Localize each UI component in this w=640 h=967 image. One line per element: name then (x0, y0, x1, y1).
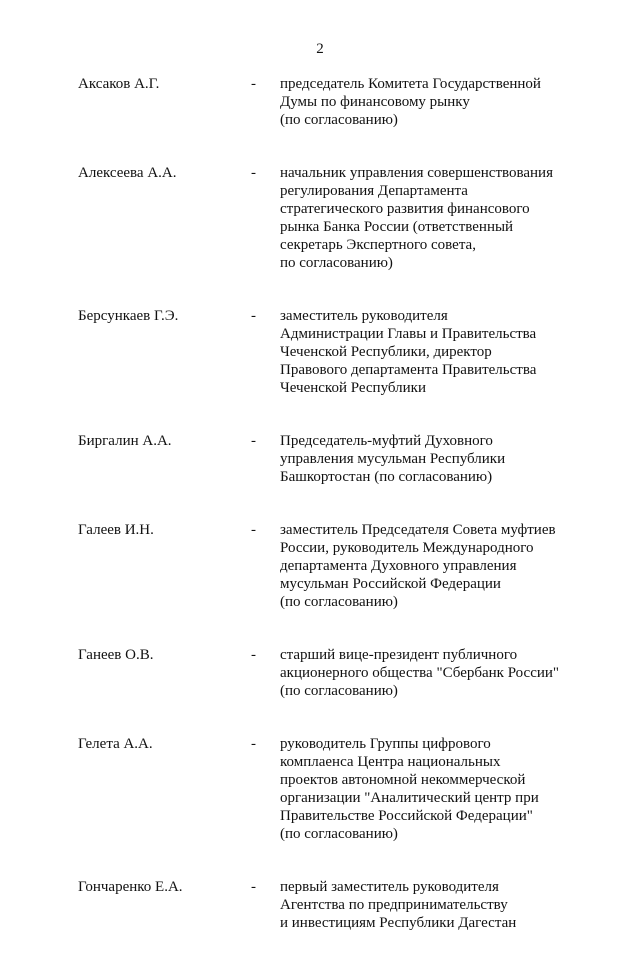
member-name: Гончаренко Е.А. (78, 879, 183, 895)
role-line: организации "Аналитический центр при (280, 790, 539, 806)
role-line: (по согласованию) (280, 826, 398, 842)
member-role (280, 164, 580, 272)
role-line: Агентства по предпринимательству (280, 897, 508, 913)
role-line: (по согласованию) (280, 594, 398, 610)
role-line: Думы по финансовому рынку (280, 94, 470, 110)
member-name: Галеев И.Н. (78, 522, 154, 538)
role-line: первый заместитель руководителя (280, 879, 499, 895)
role-line: России, руководитель Международного (280, 540, 534, 556)
member-name: Алексеева А.А. (78, 165, 177, 181)
role-line: заместитель руководителя (280, 308, 448, 324)
role-line: заместитель Председателя Совета муфтиев (280, 522, 556, 538)
separator-dash: - (251, 76, 256, 92)
role-line: регулирования Департамента (280, 183, 468, 199)
member-name: Гелета А.А. (78, 736, 153, 752)
role-line: начальник управления совершенствования (280, 165, 553, 181)
member-role (280, 735, 580, 843)
role-line: Администрации Главы и Правительства (280, 326, 537, 342)
role-line: (по согласованию) (280, 683, 398, 699)
separator-dash: - (251, 165, 256, 181)
role-line: проектов автономной некоммерческой (280, 772, 526, 788)
role-line: управления мусульман Республики (280, 451, 506, 467)
separator-dash: - (251, 736, 256, 752)
member-entry (78, 878, 578, 932)
separator-dash: - (251, 879, 256, 895)
member-entry (78, 75, 578, 129)
role-line: Чеченской Республики, директор (280, 344, 492, 360)
member-name: Биргалин А.А. (78, 433, 172, 449)
page-number: 2 (316, 41, 324, 57)
member-entry (78, 432, 578, 486)
separator-dash: - (251, 308, 256, 324)
role-line: акционерного общества "Сбербанк России" (280, 665, 560, 681)
role-line: мусульман Российской Федерации (280, 576, 501, 592)
member-role (280, 878, 580, 932)
role-line: председатель Комитета Государственной (280, 76, 541, 92)
role-line: Правительстве Российской Федерации" (280, 808, 533, 824)
member-entry (78, 307, 578, 397)
member-name: Берсункаев Г.Э. (78, 308, 179, 324)
role-line: (по согласованию) (280, 112, 398, 128)
member-list (78, 75, 578, 967)
member-role (280, 521, 580, 611)
member-role (280, 75, 580, 129)
member-name: Ганеев О.В. (78, 647, 154, 663)
role-line: стратегического развития финансового (280, 201, 530, 217)
role-line: Башкортостан (по согласованию) (280, 469, 493, 485)
member-entry (78, 521, 578, 611)
role-line: и инвестициям Республики Дагестан (280, 915, 517, 931)
role-line: комплаенса Центра национальных (280, 754, 501, 770)
member-entry (78, 646, 578, 700)
separator-dash: - (251, 433, 256, 449)
role-line: Председатель-муфтий Духовного (280, 433, 493, 449)
separator-dash: - (251, 647, 256, 663)
member-name: Аксаков А.Г. (78, 76, 160, 92)
role-line: Правового департамента Правительства (280, 362, 537, 378)
role-line: Чеченской Республики (280, 380, 426, 396)
role-line: департамента Духовного управления (280, 558, 517, 574)
role-line: старший вице-президент публичного (280, 647, 518, 663)
member-entry (78, 164, 578, 272)
separator-dash: - (251, 522, 256, 538)
member-role (280, 646, 580, 700)
role-line: рынка Банка России (ответственный (280, 219, 514, 235)
role-line: руководитель Группы цифрового (280, 736, 491, 752)
member-role (280, 307, 580, 397)
role-line: секретарь Экспертного совета, (280, 237, 476, 253)
member-role (280, 432, 580, 486)
member-entry (78, 735, 578, 843)
role-line: по согласованию) (280, 255, 393, 271)
